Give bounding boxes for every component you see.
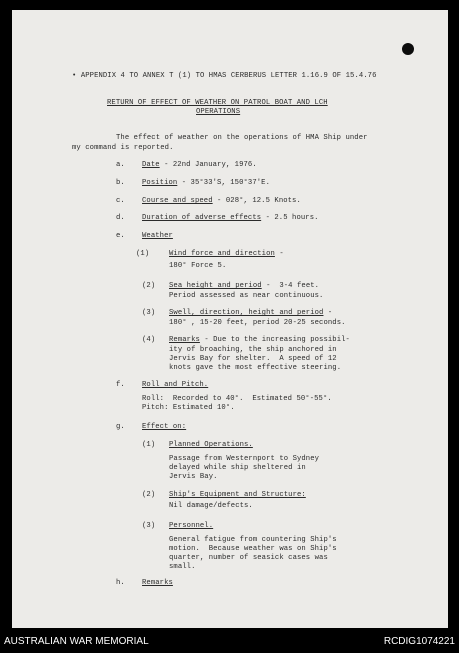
sub-number: (2) xyxy=(142,491,156,499)
sub-number: (4) xyxy=(142,336,156,344)
item-letter: e. xyxy=(116,232,125,240)
sub-text: 180° Force 5. xyxy=(169,262,227,270)
sub-heading: Sea height and period - 3-4 feet. xyxy=(169,282,320,290)
item-letter: b. xyxy=(116,179,125,187)
item-letter: g. xyxy=(116,423,125,431)
sub-heading: Swell, direction, height and period - xyxy=(169,309,333,317)
item-c xyxy=(142,197,301,207)
sub-text: knots gave the most effective steering. xyxy=(169,364,342,372)
item-letter: a. xyxy=(116,161,125,169)
item-value: - 2.5 hours. xyxy=(261,214,319,222)
intro-line: The effect of weather on the operations of HMA Ship under xyxy=(116,134,368,142)
footer-source: AUSTRALIAN WAR MEMORIAL xyxy=(4,636,149,647)
sub-text: General fatigue from countering Ship's xyxy=(169,536,337,544)
document-title: RETURN OF EFFECT OF WEATHER ON PATROL BOAT AND LCH xyxy=(107,99,328,107)
appendix-header: • APPENDIX 4 TO ANNEX T (1) TO HMAS CERBERUS LETTER 1.16.9 OF 15.4.76 xyxy=(72,72,377,80)
document-title-line2: OPERATIONS xyxy=(196,108,241,116)
sub-text: ity of broaching, the ship anchored in xyxy=(169,346,337,354)
item-label: Effect on: xyxy=(142,423,187,431)
sub-number: (3) xyxy=(142,522,156,530)
item-d xyxy=(142,214,319,224)
sub-number: (3) xyxy=(142,309,156,317)
item-label: Duration of adverse effects xyxy=(142,214,262,222)
sub-heading: Remarks - Due to the increasing possibil- xyxy=(169,336,350,344)
punch-hole xyxy=(402,43,414,55)
sub-number: (1) xyxy=(142,441,156,449)
item-label: Weather xyxy=(142,232,173,240)
item-label: Remarks xyxy=(142,579,173,587)
sub-number: (2) xyxy=(142,282,156,290)
item-text: Pitch: Estimated 10°. xyxy=(142,404,235,412)
sub-text: Passage from Westernport to Sydney xyxy=(169,455,320,463)
sub-text: small. xyxy=(169,563,196,571)
archive-footer xyxy=(0,630,459,653)
sub-text: Jervis Bay. xyxy=(169,473,218,481)
sub-text: quarter, number of seasick cases was xyxy=(169,554,328,562)
item-letter: c. xyxy=(116,197,125,205)
item-value: - 22nd January, 1976. xyxy=(159,161,257,169)
intro-line: my command is reported. xyxy=(72,144,174,152)
sub-heading: Ship's Equipment and Structure: xyxy=(169,491,306,499)
sub-heading: Planned Operations. xyxy=(169,441,253,449)
sub-text: Nil damage/defects. xyxy=(169,502,253,510)
item-a xyxy=(142,161,257,171)
item-letter: f. xyxy=(116,381,125,389)
item-text: Roll: Recorded to 40°. Estimated 50°-55°. xyxy=(142,395,332,403)
sub-text: delayed while ship sheltered in xyxy=(169,464,306,472)
footer-id: RCDIG1074221 xyxy=(383,636,455,647)
sub-text: Period assessed as near continuous. xyxy=(169,292,324,300)
sub-number: (1) xyxy=(136,250,150,258)
item-letter: h. xyxy=(116,579,125,587)
item-label: Position xyxy=(142,179,178,187)
sub-heading: Personnel. xyxy=(169,522,214,530)
item-value: - 35°33'S, 150°37'E. xyxy=(177,179,270,187)
item-b xyxy=(142,179,270,189)
sub-heading: Wind force and direction - xyxy=(169,250,284,258)
item-label: Date xyxy=(142,161,160,169)
sub-text: Jervis Bay for shelter. A speed of 12 xyxy=(169,355,337,363)
sub-text: motion. Because weather was on Ship's xyxy=(169,545,337,553)
item-label: Course and speed xyxy=(142,197,213,205)
item-label: Roll and Pitch. xyxy=(142,381,209,389)
item-value: - 028°, 12.5 Knots. xyxy=(212,197,301,205)
item-letter: d. xyxy=(116,214,125,222)
sub-text: 180° , 15-20 feet, period 20-25 seconds. xyxy=(169,319,346,327)
